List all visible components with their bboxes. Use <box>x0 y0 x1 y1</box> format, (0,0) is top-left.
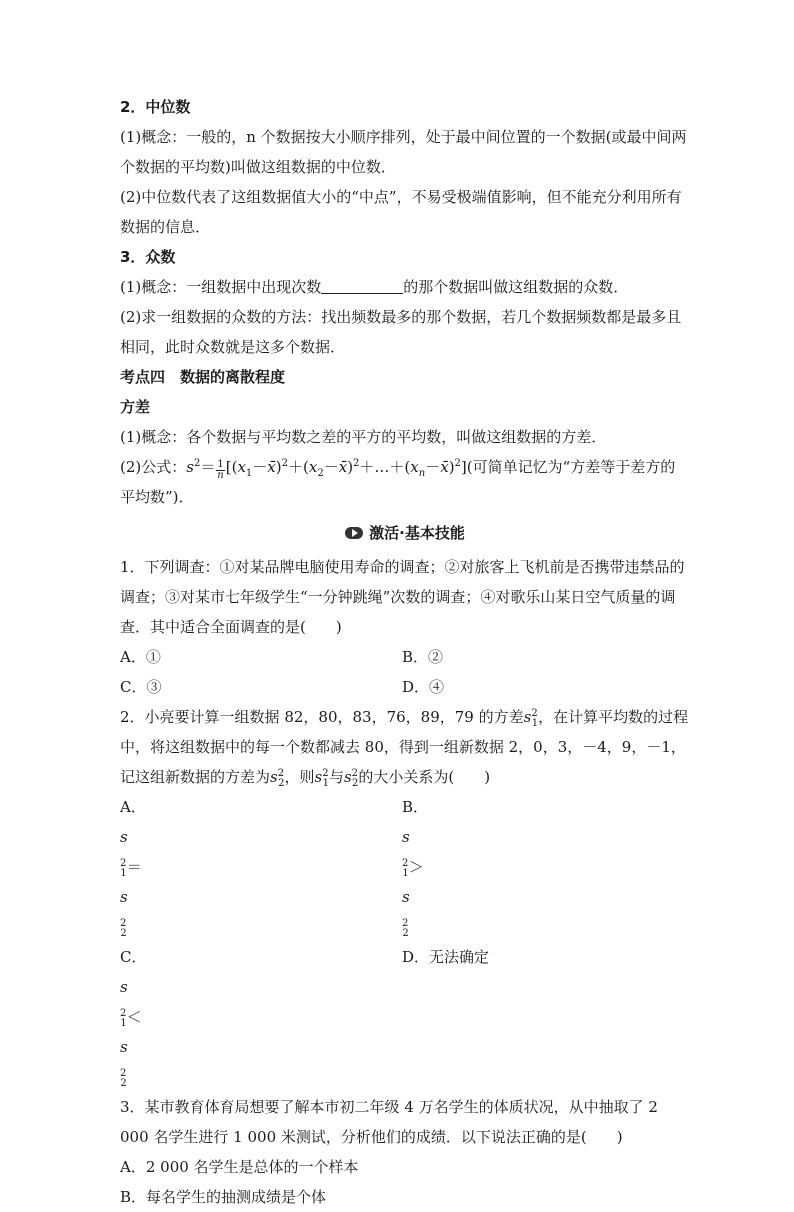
median-note: (2)中位数代表了这组数据值大小的“中点”，不易受极端值影响，但不能充分利用所有数据的信息． <box>120 188 682 236</box>
section-title-median: 2．中位数 <box>120 98 191 116</box>
q1-option-c[interactable]: C．③ <box>120 678 162 696</box>
topic-title-dispersion: 考点四 数据的离散程度 <box>120 368 286 386</box>
q2-stem-part3: ，则 <box>284 768 315 786</box>
question-1-options-ab <box>120 642 690 672</box>
content <box>120 92 690 1212</box>
q2-option-a[interactable]: A． s $^2_1$＝ s $^2_2$ <box>120 792 402 942</box>
q2-option-b[interactable]: B． s $^2_1$＞ s $^2_2$ <box>402 792 428 942</box>
q2-option-d[interactable]: D．无法确定 <box>402 948 490 966</box>
skills-banner <box>120 518 690 548</box>
variance-definition: (1)概念：各个数据与平均数之差的平方的平均数，叫做这组数据的方差． <box>120 428 607 446</box>
question-1-options-cd <box>120 672 690 702</box>
mode-def-after: 的那个数据叫做这组数据的众数． <box>403 278 629 296</box>
q2-option-c-label: C． <box>120 948 147 966</box>
variance-formula <box>120 452 690 512</box>
formula-label: (2)公式： <box>120 458 187 476</box>
mode-definition <box>120 272 690 302</box>
median-definition: (1)概念：一般的，n 个数据按大小顺序排列，处于最中间位置的一个数据(或最中间两个数据的平均数)叫做这组数据的中位数． <box>120 128 687 176</box>
play-icon <box>345 527 363 539</box>
formula-note: (可简单记忆为“方差等于差方的平均数”)． <box>120 458 676 506</box>
banner-text: 激活·基本技能 <box>369 524 465 542</box>
question-1-stem: 1．下列调查：①对某品牌电脑使用寿命的调查；②对旅客上飞机前是否携带违禁品的调查；③对某市七年级学生“一分钟跳绳”次数的调查；④对歌乐山某日空气质量的调查．其中适合全面调查的是( ) <box>120 558 685 636</box>
q2-option-c[interactable]: C． s $^2_1$＜ s $^2_2$ <box>120 942 402 1092</box>
question-3-stem: 3．某市教育体育局想要了解本市初二年级 4 万名学生的体质状况，从中抽取了 2 000 名学生进行 1 000 米测试，分析他们的成绩．以下说法正确的是( ) <box>120 1098 658 1146</box>
question-2-stem: 2．小亮要计算一组数据 82，80，83，76，89，79 的方差$s^2_1$，在计算平均数的过程中，将这组数据中的每一个数都减去 80，得到一组新数据 2，0，3，－4，9，－1，记这组新数据的方差为$s^2_2$，则$s^2_1$与$s^2_2$的大小关系为( ) <box>120 708 689 789</box>
section-title-mode: 3．众数 <box>120 248 176 266</box>
mode-def-before: (1)概念：一组数据中出现次数 <box>120 278 322 296</box>
q1-option-b[interactable]: B．② <box>402 648 444 666</box>
q1-option-a[interactable]: A．① <box>120 648 161 666</box>
q2-stem-part5: 的大小关系为( ) <box>358 768 491 786</box>
q1-option-d[interactable]: D．④ <box>402 678 445 696</box>
q3-option-b[interactable]: B．每名学生的抽测成绩是个体 <box>120 1188 327 1206</box>
question-2-options-ab <box>120 792 690 942</box>
subtitle-variance: 方差 <box>120 398 151 416</box>
formula-expression: $s^2=$ $\frac{1}{n}$ $[(x_1-x̄)^2+(x_2-x̄)^2+\dots+(x_n-x̄)^2]$ <box>186 458 467 481</box>
q2-stem-part2: ，在计算平均数的过程中，将这组数据中的每一个数都减去 80，得到一组新数据 2，0，3，－4，9，－1，记这组新数据的方差为 <box>120 708 689 786</box>
q2-stem-part1: 2．小亮要计算一组数据 82，80，83，76，89，79 的方差 <box>120 708 524 726</box>
q2-option-a-label: A． <box>120 798 146 816</box>
fill-blank[interactable] <box>321 277 403 294</box>
question-2-options-cd <box>120 942 690 1092</box>
q2-option-b-label: B． <box>402 798 429 816</box>
mode-method: (2)求一组数据的众数的方法：找出频数最多的那个数据，若几个数据频数都是最多且相同，此时众数就是这多个数据． <box>120 308 682 356</box>
q3-option-a[interactable]: A．2 000 名学生是总体的一个样本 <box>120 1158 359 1176</box>
q2-stem-part4: 与 <box>328 768 344 786</box>
